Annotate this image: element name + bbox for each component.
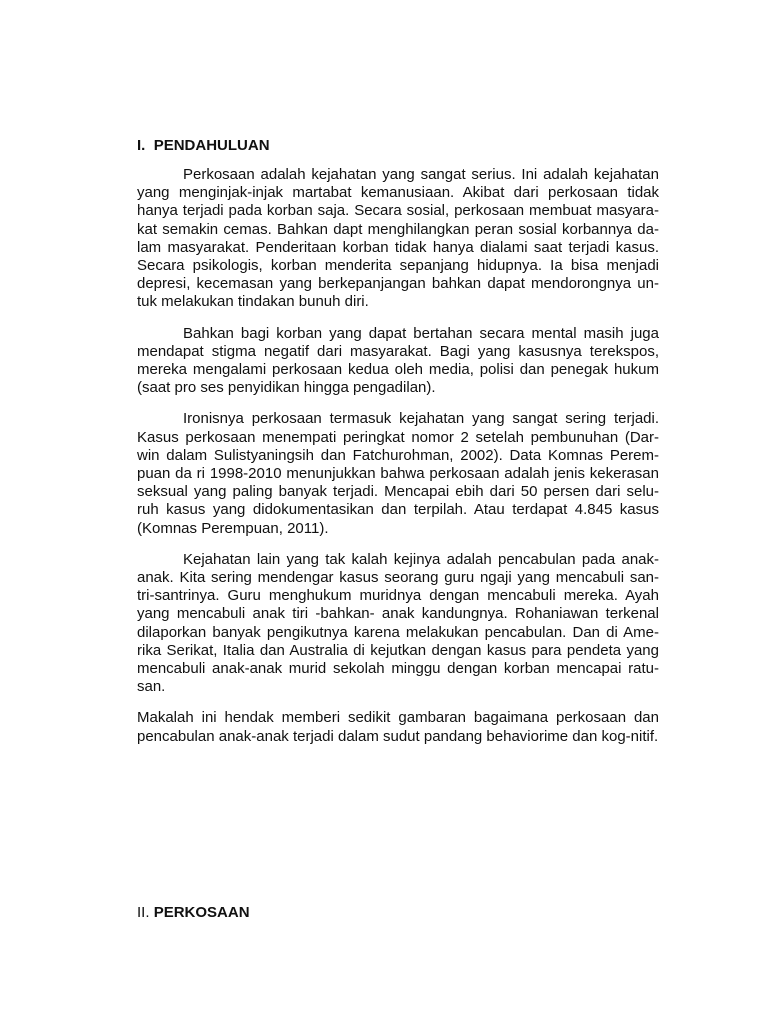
paragraph: Makalah ini hendak memberi sedikit gambaran bagaimana perkosaan dan pencabulan anak-anak terjadi dalam sudut pandang behaviorime dan kog-nitif.: [137, 709, 659, 745]
section-heading-pendahuluan: [137, 137, 270, 155]
section-title: PERKOSAAN: [153, 904, 250, 921]
section-title: PENDAHULUAN: [153, 137, 270, 154]
section-number: I.: [137, 137, 146, 154]
paragraph: Perkosaan adalah kejahatan yang sangat serius. Ini adalah kejahatan yang menginjak-injak martabat kemanusiaan. Akibat dari perkosaan tidak hanya terjadi pada korban saja. Secara sosial, perkosaan membuat masyara-kat semakin cemas. Bahkan dapt menghilangkan peran sosial korbannya da-lam masyarakat. Penderitaan korban tidak hanya dialami saat terjadi kasus. Secara psikologis, korban menderita sepanjang hidupnya. Ia bisa menjadi depresi, kecemasan yang berkepanjangan bahkan dapat mendorongnya un-tuk melakukan tindakan bunuh diri.: [137, 166, 659, 311]
paragraph: Ironisnya perkosaan termasuk kejahatan yang sangat sering terjadi. Kasus perkosaan menempati peringkat nomor 2 setelah pembunuhan (Dar-win dalam Sulistyaningsih dan Fatchurohman, 2002). Data Komnas Perem-puan da ri 1998-2010 menunjukkan bahwa perkosaan adalah jenis kekerasan seksual yang paling banyak terjadi. Mencapai ebih dari 50 persen dari selu-ruh kasus yang didokumentasikan dan terpilah. Atau terdapat 4.845 kasus (Komnas Perempuan, 2011).: [137, 410, 659, 537]
paragraph: Bahkan bagi korban yang dapat bertahan secara mental masih juga mendapat stigma negatif dari masyarakat. Bagi yang kasusnya terekspos, mereka mengalami perkosaan kedua oleh media, polisi dan penegak hukum (saat pro ses penyidikan hingga pengadilan).: [137, 324, 659, 397]
section-body: [137, 166, 659, 759]
section-heading-perkosaan: [137, 904, 250, 922]
paragraph: Kejahatan lain yang tak kalah kejinya adalah pencabulan pada anak-anak. Kita sering mendengar kasus seorang guru ngaji yang mencabuli san-tri-santrinya. Guru menghukum muridnya dengan mencabuli mereka. Ayah yang mencabuli anak tiri -bahkan- anak kandungnya. Rohaniawan terkenal dilaporkan banyak pengikutnya karena melakukan pencabulan. Dan di Ame-rika Serikat, Italia dan Australia di kejutkan dengan kasus para pendeta yang mencabuli anak-anak murid sekolah minggu dengan korban mencapai ratu-san.: [137, 550, 659, 696]
section-number: II.: [137, 904, 150, 921]
